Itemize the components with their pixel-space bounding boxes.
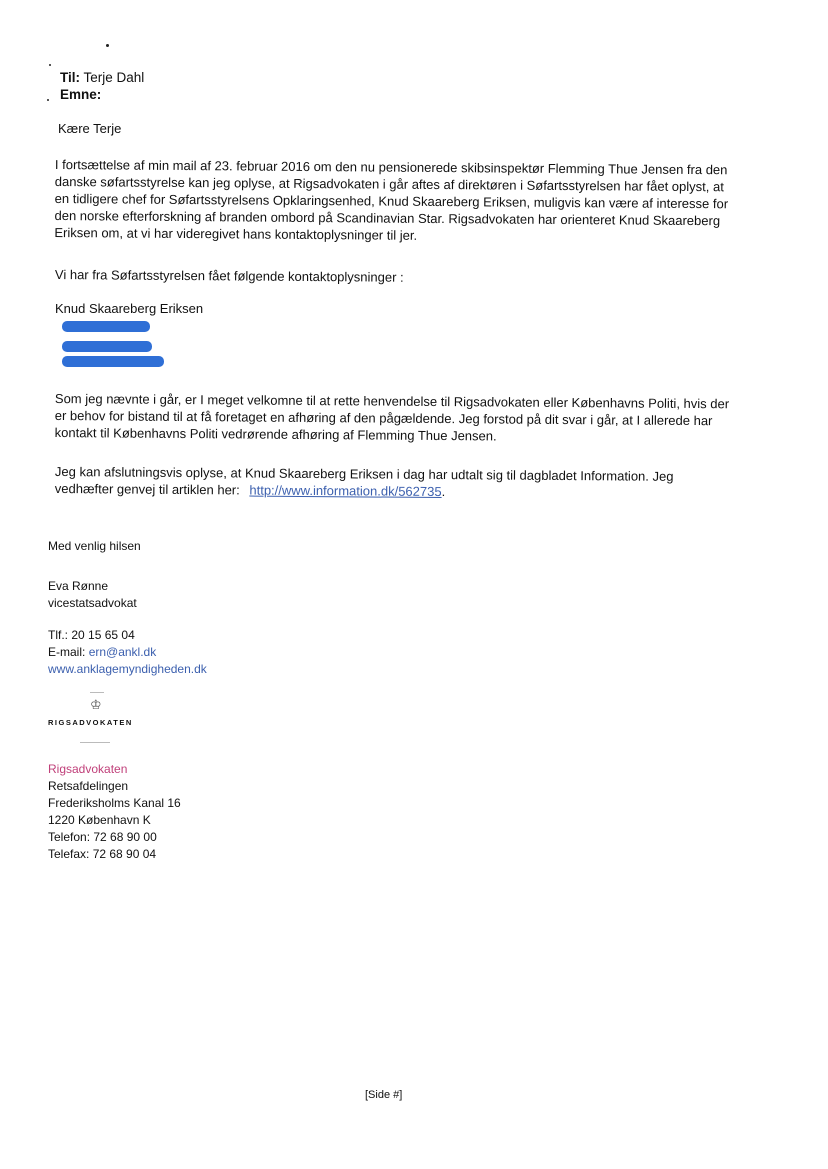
signer-name: Eva Rønne	[48, 579, 109, 593]
office-city: 1220 København K	[48, 813, 151, 827]
article-link[interactable]: http://www.information.dk/562735	[249, 482, 442, 500]
scan-mark	[49, 64, 51, 66]
phone-label: Tlf.:	[48, 628, 68, 642]
office-street: Frederiksholms Kanal 16	[48, 796, 181, 810]
phone-line	[48, 627, 207, 644]
signature-block	[48, 578, 137, 612]
scan-mark	[47, 99, 49, 101]
page-footer: [Side #]	[365, 1089, 403, 1101]
redacted-block	[62, 356, 164, 367]
to-label: Til:	[60, 70, 80, 85]
text-line: en tidligere chef for Søfartsstyrelsens Opklaringsenhed, Knud Skaareberg Eriksen, muligvis kan være af interesse for	[54, 190, 729, 212]
office-block	[48, 761, 181, 863]
text-line: er behov for bistand til at få foretaget en afhøring af den pågældende. Jeg forstod på dit svar i går, at I allerede har	[54, 407, 713, 429]
subject-label: Emne:	[60, 87, 102, 102]
email-label: E-mail:	[48, 645, 86, 659]
text-line: kontakt til Københavns Politi vedrørende afhøring af Flemming Thue Jensen.	[54, 424, 497, 444]
paragraph-contact-intro: Vi har fra Søfartsstyrelsen fået følgende kontaktoplysninger :	[54, 266, 404, 285]
logo-wordmark: RIGSADVOKATEN	[48, 718, 133, 727]
redacted-block	[62, 321, 150, 332]
paragraph-intro	[54, 156, 755, 246]
office-phone: Telefon: 72 68 90 00	[48, 830, 157, 844]
article-prefix: vedhæfter genvej til artiklen her:	[54, 480, 240, 498]
greeting: Kære Terje	[58, 121, 122, 136]
closing: Med venlig hilsen	[48, 539, 141, 553]
text-line: danske søfartsstyrelse kan jeg oplyse, at Rigsadvokaten i går aftes af direktøren i Søfartsstyrelsen har fået oplyst, at	[54, 173, 724, 195]
to-value: Terje Dahl	[83, 70, 145, 85]
to-line	[60, 70, 144, 85]
text-line: den norske efterforskning af branden ombord på Scandinavian Star. Rigsadvokaten har orienteret Knud Skaareberg	[54, 207, 721, 229]
office-name: Rigsadvokaten	[48, 762, 128, 776]
logo-divider	[80, 742, 110, 743]
redacted-block	[62, 341, 152, 352]
logo-divider	[90, 692, 104, 693]
article-suffix: .	[441, 484, 446, 500]
website-link[interactable]: www.anklagemyndigheden.dk	[48, 662, 207, 676]
crown-icon: ♔	[90, 697, 102, 712]
email-line	[48, 644, 207, 661]
email-link[interactable]: ern@ankl.dk	[88, 645, 157, 659]
signer-title: vicestatsadvokat	[48, 596, 137, 610]
contact-name: Knud Skaareberg Eriksen	[55, 301, 204, 316]
text-line: I fortsættelse af min mail af 23. februar 2016 om den nu pensionerede skibsinspektør Flemming Thue Jensen fra den	[54, 156, 728, 178]
text-line: Eriksen om, at vi har videregivet hans kontaktoplysninger til jer.	[54, 224, 418, 243]
text-line: Jeg kan afslutningsvis oplyse, at Knud Skaareberg Eriksen i dag har udtalt sig til dagbladet Information. Jeg	[54, 463, 674, 484]
scan-mark	[106, 44, 109, 47]
subject-line	[60, 87, 101, 102]
phone-value: 20 15 65 04	[71, 628, 135, 642]
paragraph-assistance	[55, 390, 755, 446]
office-fax: Telefax: 72 68 90 04	[48, 847, 157, 861]
paragraph-article	[55, 463, 755, 502]
office-department: Retsafdelingen	[48, 779, 129, 793]
signature-contact	[48, 627, 207, 678]
text-line: Som jeg nævnte i går, er I meget velkomne til at rette henvendelse til Rigsadvokaten eller Københavns Politi, hvis der	[54, 390, 730, 412]
